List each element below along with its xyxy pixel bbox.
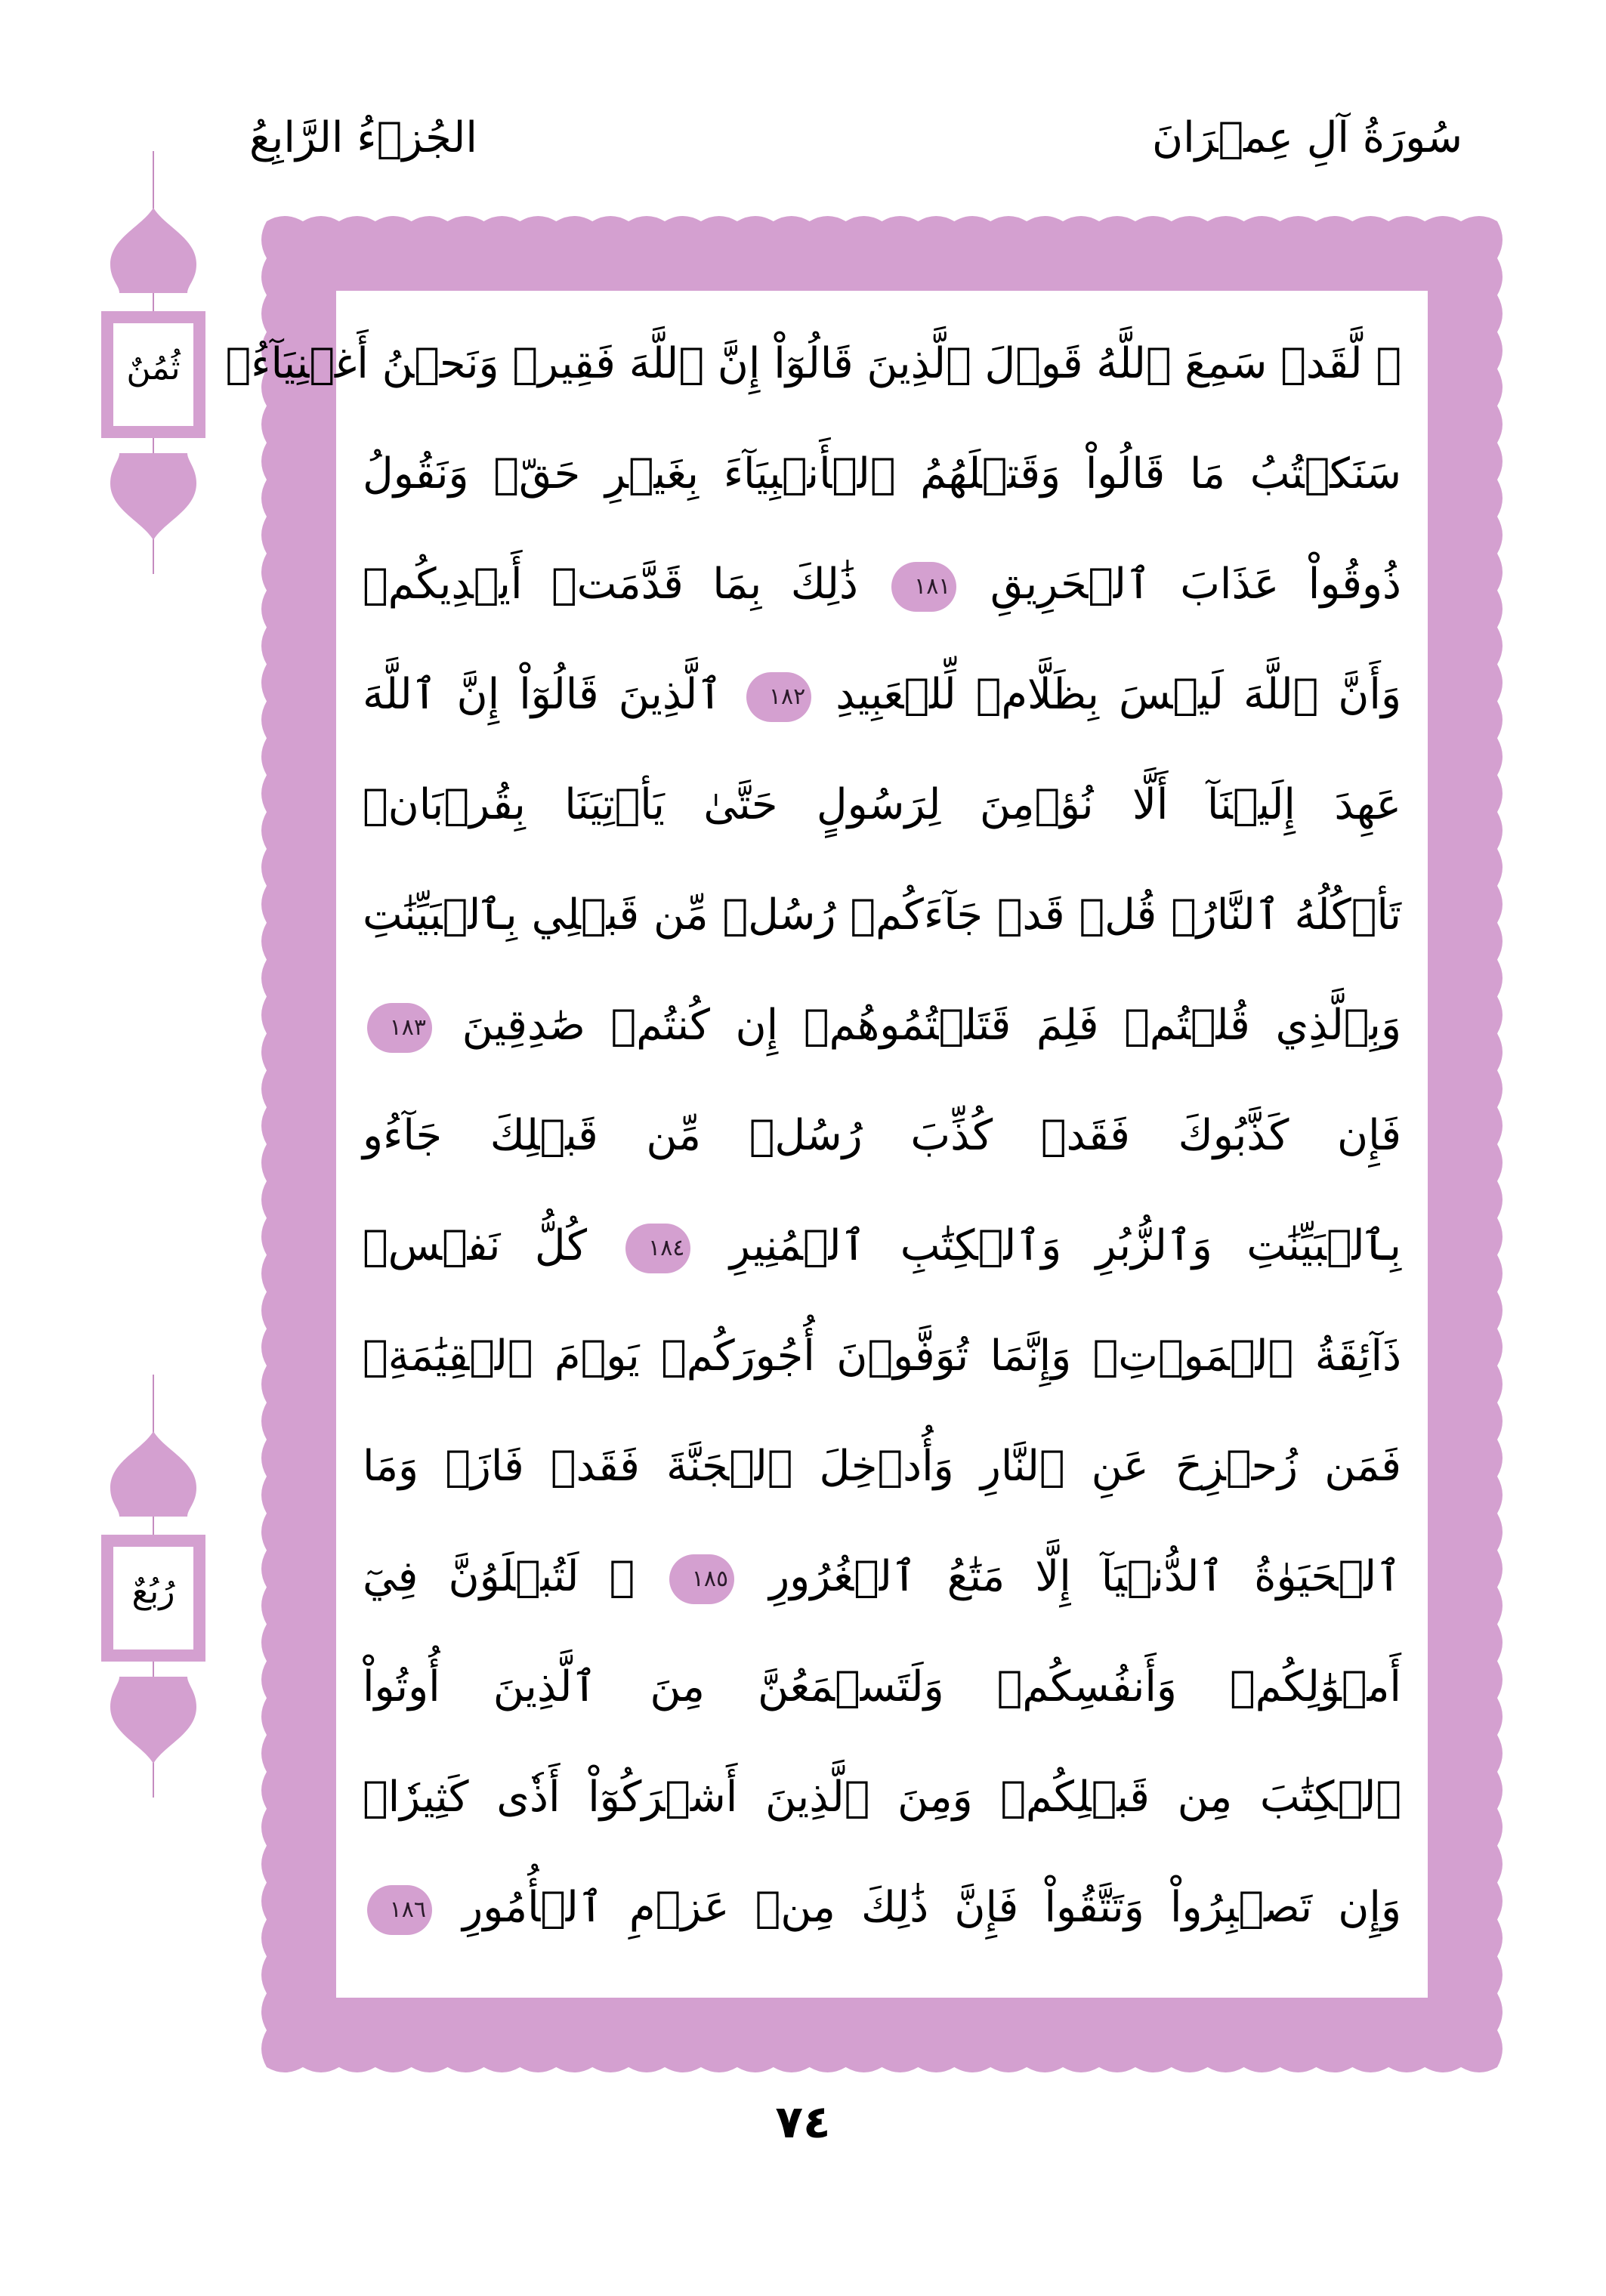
verse-text: ٱلۡحَيَوٰةُ ٱلدُّنۡيَآ إِلَّا مَتَٰعُ ٱلۡغُرُورِ (769, 1552, 1401, 1601)
verse-line (363, 1751, 1401, 1844)
verse-line (363, 979, 1401, 1072)
verse-text: عَهِدَ إِلَيۡنَآ أَلَّا نُؤۡمِنَ لِرَسُولٍ حَتَّىٰ يَأۡتِيَنَا بِقُرۡبَانٖ (363, 780, 1401, 829)
verse-text: ٱلَّذِينَ قَالُوٓاْ إِنَّ ٱللَّهَ (363, 670, 723, 719)
ayah-number-marker: ١٨٦ (367, 1885, 432, 1935)
thumun-label: ثُمُنٌ (126, 349, 181, 387)
verse-line (363, 648, 1401, 742)
verse-line (363, 1310, 1401, 1403)
rubu-marker (97, 1375, 210, 1798)
verse-line (225, 317, 1401, 411)
verse-text: وَبِٱلَّذِي قُلۡتُمۡ فَلِمَ قَتَلۡتُمُوهُمۡ إِن كُنتُمۡ صَٰدِقِينَ (462, 1001, 1401, 1050)
ayah-number-marker: ١٨٢ (746, 672, 811, 722)
verse-line (363, 1199, 1401, 1293)
ayah-number-marker: ١٨٣ (367, 1003, 432, 1053)
verse-text: ۞ لَتُبۡلَوُنَّ فِيٓ (363, 1552, 635, 1601)
verse-line (363, 1640, 1401, 1734)
verse-text: تَأۡكُلُهُ ٱلنَّارُۗ قُلۡ قَدۡ جَآءَكُمۡ رُسُلٞ مِّن قَبۡلِي بِٱلۡبَيِّنَٰتِ (363, 890, 1401, 940)
surah-name: سُورَةُ آلِ عِمۡرَانَ (1151, 113, 1462, 162)
verse-line (363, 427, 1401, 521)
verse-line (363, 1089, 1401, 1183)
verse-text: ذَآئِقَةُ ٱلۡمَوۡتِۗ وَإِنَّمَا تُوَفَّوۡنَ أُجُورَكُمۡ يَوۡمَ ٱلۡقِيَٰمَةِۖ (363, 1332, 1401, 1381)
verse-text: ٱلۡكِتَٰبَ مِن قَبۡلِكُمۡ وَمِنَ ٱلَّذِينَ أَشۡرَكُوٓاْ أَذٗى كَثِيرٗاۚ (363, 1773, 1401, 1822)
thumun-marker (97, 151, 210, 574)
page-number: ٧٤ (775, 2096, 831, 2149)
juz-name: الجُزۡءُ الرَّابِعُ (249, 113, 477, 162)
verse-line (363, 1861, 1401, 1955)
verse-line (363, 758, 1401, 852)
verse-text: ۞ لَّقَدۡ سَمِعَ ٱللَّهُ قَوۡلَ ٱلَّذِينَ قَالُوٓاْ إِنَّ ٱللَّهَ فَقِيرٞ وَنَحۡنُ أَغۡنِيَآءُۘ (225, 339, 1401, 388)
verse-text: وَإِن تَصۡبِرُواْ وَتَتَّقُواْ فَإِنَّ ذَٰلِكَ مِنۡ عَزۡمِ ٱلۡأُمُورِ (462, 1883, 1401, 1932)
verse-text: ذُوقُواْ عَذَابَ ٱلۡحَرِيقِ (990, 560, 1401, 609)
verse-line (363, 1530, 1401, 1624)
verse-text: وَأَنَّ ٱللَّهَ لَيۡسَ بِظَلَّامٖ لِّلۡعَبِيدِ (835, 670, 1402, 719)
verse-text: أَمۡوَٰلِكُمۡ وَأَنفُسِكُمۡ وَلَتَسۡمَعُنَّ مِنَ ٱلَّذِينَ أُوتُواْ (363, 1662, 1401, 1711)
ayah-number-marker: ١٨٤ (625, 1224, 690, 1273)
verse-text: بِٱلۡبَيِّنَٰتِ وَٱلزُّبُرِ وَٱلۡكِتَٰبِ ٱلۡمُنِيرِ (729, 1221, 1402, 1270)
verse-text: كُلُّ نَفۡسٖ (363, 1221, 587, 1270)
ayah-number-marker: ١٨١ (891, 562, 956, 612)
verse-line (363, 869, 1401, 962)
verse-line (363, 1420, 1401, 1514)
ayah-number-marker: ١٨٥ (669, 1554, 734, 1604)
verse-line (363, 538, 1401, 631)
rubu-label: رُبُعٌ (131, 1572, 175, 1611)
page-frame (225, 208, 1511, 2081)
verse-text: فَإِن كَذَّبُوكَ فَقَدۡ كُذِّبَ رُسُلٞ مِّن قَبۡلِكَ جَآءُو (363, 1111, 1401, 1160)
verse-text: ذَٰلِكَ بِمَا قَدَّمَتۡ أَيۡدِيكُمۡ (363, 560, 858, 609)
verse-text: سَنَكۡتُبُ مَا قَالُواْ وَقَتۡلَهُمُ ٱلۡأَنۢبِيَآءَ بِغَيۡرِ حَقّٖ وَنَقُولُ (363, 449, 1401, 498)
verse-text: فَمَن زُحۡزِحَ عَنِ ٱلنَّارِ وَأُدۡخِلَ ٱلۡجَنَّةَ فَقَدۡ فَازَۗ وَمَا (363, 1442, 1401, 1491)
text-panel (225, 291, 1428, 1998)
